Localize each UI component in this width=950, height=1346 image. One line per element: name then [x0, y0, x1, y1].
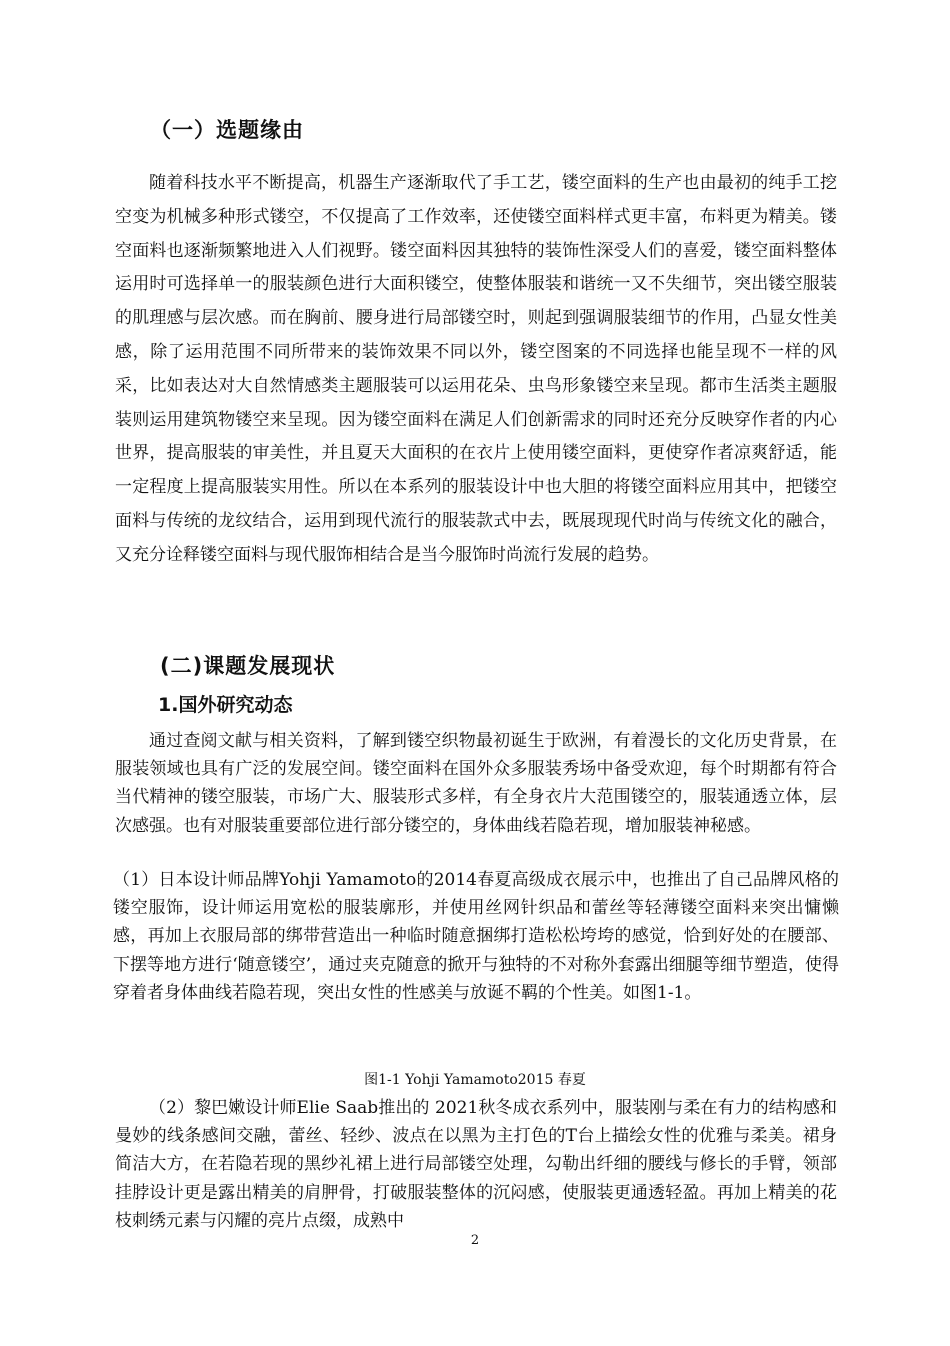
subsection-heading-foreign-research: 1.国外研究动态 — [158, 694, 293, 716]
section-heading-topic-origin: （一）选题缘由 — [150, 118, 304, 142]
page-number: 2 — [470, 1233, 480, 1248]
paragraph-topic-origin: 随着科技水平不断提高，机器生产逐渐取代了手工艺，镂空面料的生产也由最初的纯手工挖空变为机械多种形式镂空，不仅提高了工作效率，还使镂空面料样式更丰富，布料更为精美。镂空面料也逐渐频繁地进入人们视野。镂空面料因其独特的装饰性深受人们的喜爱，镂空面料整体运用时可选择单一的服装颜色进行大面积镂空，使整体服装和谐统一又不失细节，突出镂空服装的肌理感与层次感。而在胸前、腰身进行局部镂空时，则起到强调服装细节的作用，凸显女性美感，除了运用范围不同所带来的装饰效果不同以外，镂空图案的不同选择也能呈现不一样的风采，比如表达对大自然情感类主题服装可以运用花朵、虫鸟形象镂空来呈现。都市生活类主题服装则运用建筑物镂空来呈现。因为镂空面料在满足人们创新需求的同时还充分反映穿作者的内心世界，提高服装的审美性，并且夏天大面积的在衣片上使用镂空面料，更使穿作者凉爽舒适，能一定程度上提高服装实用性。所以在本系列的服装设计中也大胆的将镂空面料应用其中，把镂空面料与传统的龙纹结合，运用到现代流行的服装款式中去，既展现现代时尚与传统文化的融合，又充分诠释镂空面料与现代服饰相结合是当今服饰时尚流行发展的趋势。 — [115, 173, 837, 565]
paragraph-foreign-research: 通过查阅文献与相关资料，了解到镂空织物最初诞生于欧洲，有着漫长的文化历史背景，在服装领域也具有广泛的发展空间。镂空面料在国外众多服装秀场中备受欢迎，每个时期都有符合当代精神的镂空服装，市场广大、服装形式多样，有全身衣片大范围镂空的，服装通透立体，层次感强。也有对服装重要部位进行部分镂空的，身体曲线若隐若现，增加服装神秘感。 — [115, 731, 837, 836]
figure-caption: 图1-1 Yohji Yamamoto2015 春夏 — [364, 1072, 586, 1088]
paragraph-item-elie-saab: （2）黎巴嫩设计师Elie Saab推出的 2021秋冬成衣系列中，服装刚与柔在有力的结构感和曼妙的线条感间交融，蕾丝、轻纱、波点在以黑为主打色的T台上描绘女性的优雅与柔美。裙身简洁大方，在若隐若现的黑纱礼裙上进行局部镂空处理，勾勒出纤细的腰线与修长的手臂，领部挂脖设计更是露出精美的肩胛骨，打破服装整体的沉闷感，使服装更通透轻盈。再加上精美的花枝刺绣元素与闪耀的亮片点缀，成熟中 — [115, 1098, 837, 1231]
section-heading-development-status: (二)课题发展现状 — [160, 654, 336, 678]
paragraph-item-yohji-yamamoto: （1）日本设计师品牌Yohji Yamamoto的2014春夏高级成衣展示中，也推出了自己品牌风格的镂空服饰，设计师运用宽松的服装廓形，并使用丝网针织品和蕾丝等轻薄镂空面料来突出慵懒感，再加上衣服局部的绑带营造出一种临时随意捆绑打造松松垮垮的感觉，恰到好处的在腰部、下摆等地方进行‘随意镂空’，通过夹克随意的掀开与独特的不对称外套露出细腿等细节塑造，使得穿着者身体曲线若隐若现，突出女性的性感美与放诞不羁的个性美。如图1-1。 — [113, 870, 839, 1003]
